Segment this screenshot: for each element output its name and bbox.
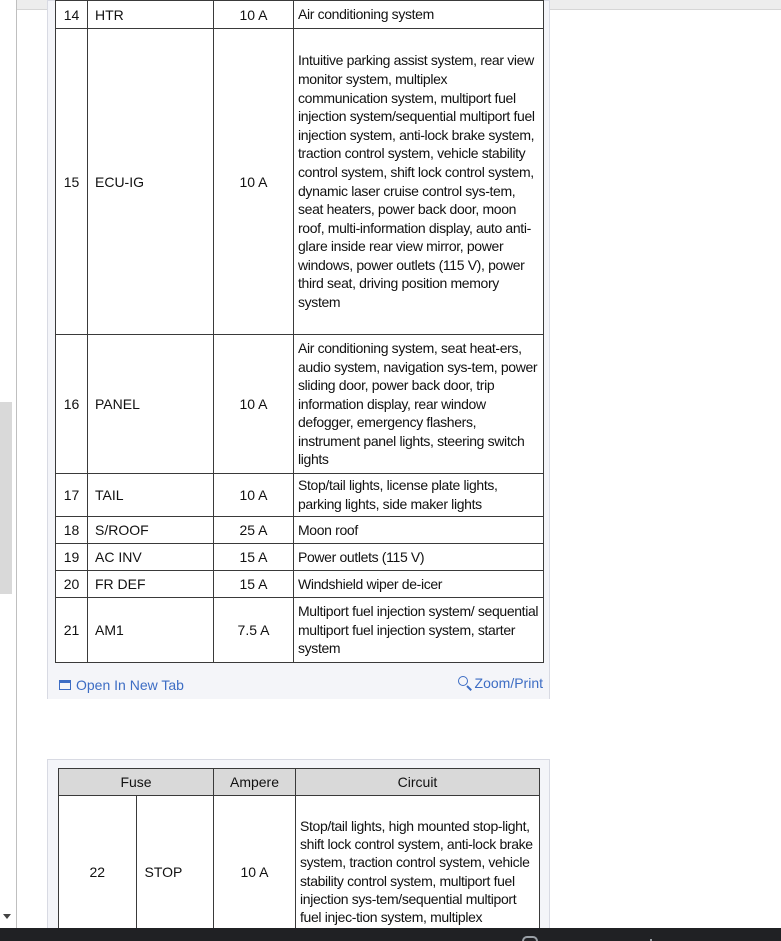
fuse-name: ECU-IG xyxy=(88,29,214,335)
fuse-number: 21 xyxy=(56,598,88,663)
fuse-number: 16 xyxy=(56,335,88,474)
zoom-print-link[interactable] xyxy=(458,675,543,691)
bottom-bar xyxy=(0,928,781,941)
fuse-circuit: Power outlets (115 V) xyxy=(294,544,544,571)
table-row xyxy=(56,517,544,544)
zoom-in-icon xyxy=(458,676,472,690)
table-row xyxy=(56,474,544,517)
header-circuit: Circuit xyxy=(296,769,540,796)
table-row xyxy=(56,1,544,29)
new-tab-icon xyxy=(59,680,71,690)
left-scrollbar[interactable] xyxy=(0,0,17,928)
zoom-print-label: Zoom/Print xyxy=(474,675,543,691)
fuse-ampere: 10 A xyxy=(214,796,296,941)
fuse-circuit: Intuitive parking assist system, rear view monitor system, multiplex communication system, multiport fuel injection system/sequential multiport fuel injection system, anti-lock brake system, traction control system, vehicle stability control system, shift lock control system, dynamic laser cruise control sys-tem, seat heaters, power back door, moon roof, multi-information display, auto anti-glare inside rear view mirror, power windows, power outlets (115 V), power third seat, driving position memory system xyxy=(294,29,544,335)
table-row xyxy=(56,571,544,598)
fuse-circuit: Windshield wiper de-icer xyxy=(294,571,544,598)
fuse-ampere: 25 A xyxy=(214,517,294,544)
fuse-name: STOP xyxy=(136,796,214,941)
fuse-table-frame-2 xyxy=(47,759,550,941)
fuse-ampere: 10 A xyxy=(214,335,294,474)
status-icon xyxy=(522,936,538,941)
fuse-ampere: 10 A xyxy=(214,29,294,335)
fuse-number: 15 xyxy=(56,29,88,335)
fuse-name: PANEL xyxy=(88,335,214,474)
fuse-name: HTR xyxy=(88,1,214,29)
header-ampere: Ampere xyxy=(214,769,296,796)
table-row xyxy=(56,29,544,335)
fuse-number: 18 xyxy=(56,517,88,544)
fuse-number: 17 xyxy=(56,474,88,517)
header-fuse: Fuse xyxy=(59,769,214,796)
fuse-name: AM1 xyxy=(88,598,214,663)
fuse-table-frame xyxy=(47,0,550,699)
fuse-ampere: 10 A xyxy=(214,474,294,517)
fuse-circuit: Stop/tail lights, license plate lights, parking lights, side maker lights xyxy=(294,474,544,517)
table-row xyxy=(56,598,544,663)
fuse-circuit: Stop/tail lights, high mounted stop-light, shift lock control system, anti-lock brake system, traction control system, vehicle stability control system, multiport fuel injection sys-tem/sequential multiport fuel injec-tion system, multiplex xyxy=(296,796,540,941)
fuse-number: 14 xyxy=(56,1,88,29)
fuse-ampere: 10 A xyxy=(214,1,294,29)
scrollbar-thumb[interactable] xyxy=(0,402,12,594)
fuse-circuit: Air conditioning system xyxy=(294,1,544,29)
table-row xyxy=(56,544,544,571)
fuse-name: AC INV xyxy=(88,544,214,571)
fuse-circuit: Multiport fuel injection system/ sequential multiport fuel injection system, starter system xyxy=(294,598,544,663)
table-row xyxy=(59,796,540,941)
fuse-table-2 xyxy=(58,768,540,941)
fuse-ampere: 15 A xyxy=(214,544,294,571)
table-header-row xyxy=(59,769,540,796)
fuse-number: 22 xyxy=(59,796,137,941)
fuse-number: 19 xyxy=(56,544,88,571)
image-footer xyxy=(48,669,549,699)
fuse-table xyxy=(55,0,544,663)
scroll-down-arrow-icon[interactable] xyxy=(3,914,11,919)
fuse-circuit: Air conditioning system, seat heat-ers, audio system, navigation sys-tem, power sliding door, power back door, trip information display, rear window defogger, emergency flashers, instrument panel lights, steering switch lights xyxy=(294,335,544,474)
table-row xyxy=(56,335,544,474)
fuse-name: S/ROOF xyxy=(88,517,214,544)
fuse-circuit: Moon roof xyxy=(294,517,544,544)
fuse-ampere: 7.5 A xyxy=(214,598,294,663)
fuse-number: 20 xyxy=(56,571,88,598)
open-in-new-tab-link[interactable] xyxy=(59,677,184,693)
fuse-ampere: 15 A xyxy=(214,571,294,598)
fuse-name: TAIL xyxy=(88,474,214,517)
open-in-new-tab-label: Open In New Tab xyxy=(76,677,184,693)
fuse-name: FR DEF xyxy=(88,571,214,598)
